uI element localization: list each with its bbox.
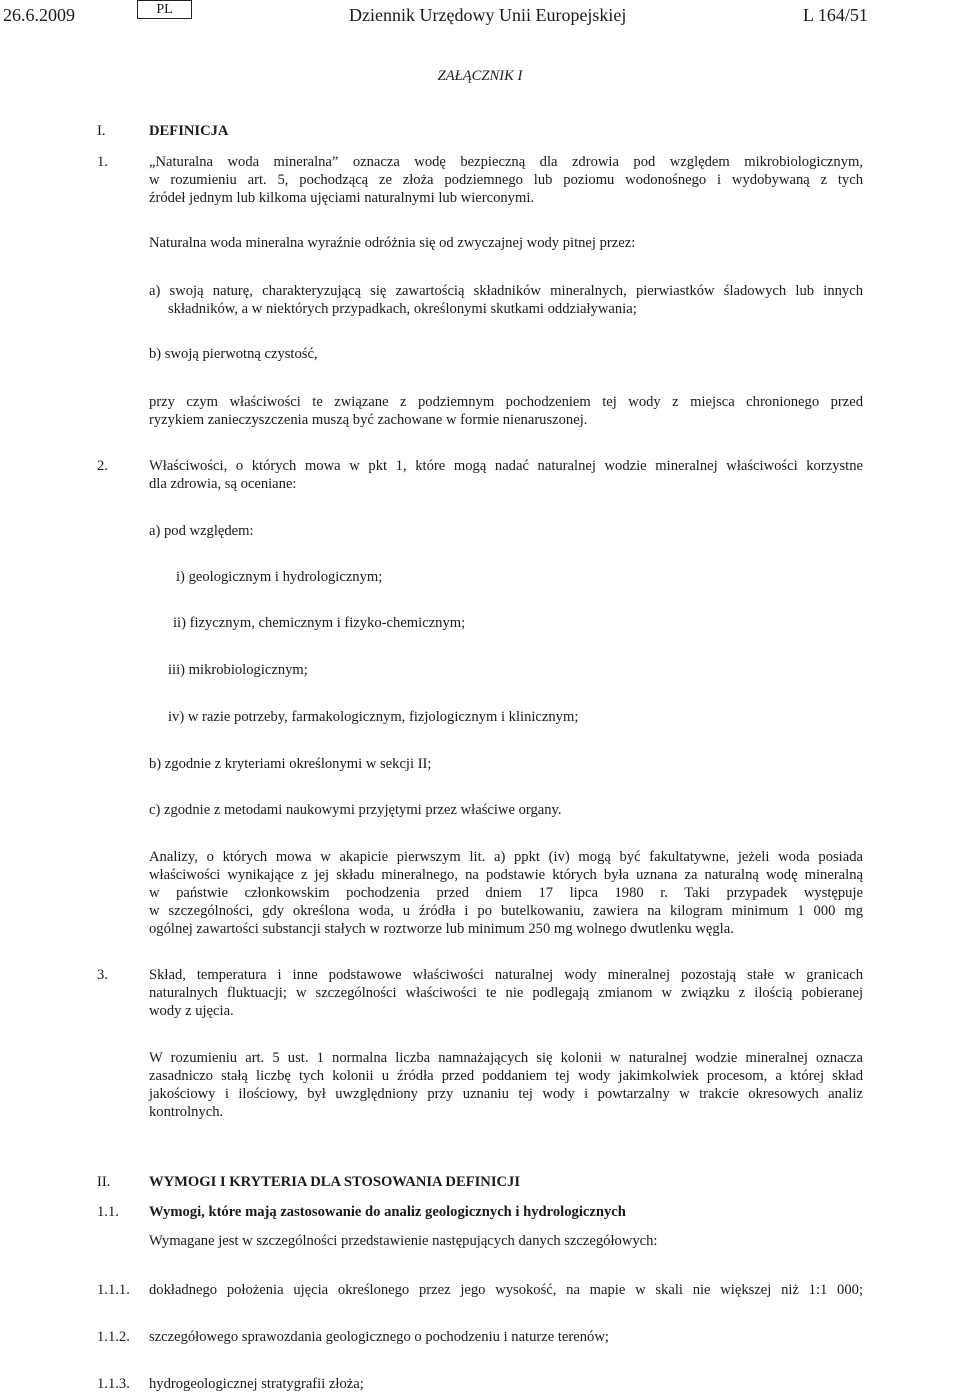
annex-title: ZAŁĄCZNIK I [437, 68, 523, 84]
section-number: I. [97, 123, 106, 139]
paragraph-line: ryzykiem zanieczyszczenia muszą być zachowane w formie nienaruszonej. [149, 412, 588, 428]
point-number: 2. [97, 458, 108, 474]
point-number: 3. [97, 967, 108, 983]
paragraph-line: dla zdrowia, są oceniane: [149, 476, 297, 492]
list-item-a: a) swoją naturę, charakteryzującą się zawartością składników mineralnych, pierwiastków śladowych lub innych [149, 283, 863, 299]
sublist-item-iv: iv) w razie potrzeby, farmakologicznym, fizjologicznym i klinicznym; [168, 709, 579, 725]
page-reference: L 164/51 [803, 5, 868, 25]
paragraph-line: zasadniczo stałą liczbę tych kolonii u źródła przed poddaniem tej wody jakimkolwiek procesom, a której skład [149, 1068, 863, 1084]
list-item-b: b) zgodnie z kryteriami określonymi w sekcji II; [149, 756, 432, 772]
paragraph-line: „Naturalna woda mineralna” oznacza wodę bezpieczną dla zdrowia pod względem mikrobiologicznym, [149, 154, 863, 170]
paragraph-line: W rozumieniu art. 5 ust. 1 normalna liczba namnażających się kolonii w naturalnej wodzie mineralnej oznacza [149, 1050, 863, 1066]
paragraph-line: wody z ujęcia. [149, 1003, 234, 1019]
paragraph-line: w państwie członkowskim pochodzenia przed dniem 17 lipca 1980 r. Taki przypadek występuje [149, 885, 863, 901]
list-item-b: b) swoją pierwotną czystość, [149, 346, 318, 362]
paragraph-line: Skład, temperatura i inne podstawowe właściwości naturalnej wody mineralnej pozostają stałe w granicach [149, 967, 863, 983]
item-number: 1.1.3. [97, 1376, 130, 1392]
subsection-number: 1.1. [97, 1204, 119, 1220]
point-number: 1. [97, 154, 108, 170]
paragraph-line: jakościowy i ilościowy, był uwzględniony przy uznaniu tej wody i powtarzalny w trakcie okresowych analiz [149, 1086, 863, 1102]
list-item-a: a) pod względem: [149, 523, 254, 539]
language-badge: PL [137, 0, 192, 19]
paragraph-line: właściwości wynikające z jej składu mineralnego, na podstawie których była uznana za naturalną wodę mineralną [149, 867, 863, 883]
journal-title: Dziennik Urzędowy Unii Europejskiej [349, 5, 627, 25]
publication-date: 26.6.2009 [3, 5, 75, 25]
sublist-item-iii: iii) mikrobiologicznym; [168, 662, 308, 678]
paragraph-line: przy czym właściwości te związane z podziemnym pochodzeniem tej wody z miejsca chronionego przed [149, 394, 863, 410]
paragraph-intro: Naturalna woda mineralna wyraźnie odróżnia się od zwyczajnej wody pitnej przez: [149, 235, 636, 251]
item-number: 1.1.1. [97, 1282, 130, 1298]
list-item-c: c) zgodnie z metodami naukowymi przyjętymi przez właściwe organy. [149, 802, 562, 818]
list-item-a-cont: składników, a w niektórych przypadkach, określonymi skutkami oddziaływania; [168, 301, 637, 317]
paragraph-line: Analizy, o których mowa w akapicie pierwszym lit. a) ppkt (iv) mogą być fakultatywne, jeżeli woda posiada [149, 849, 863, 865]
paragraph-line: ogólnej zawartości substancji stałych w roztworze lub minimum 250 mg wolnego dwutlenku węgla. [149, 921, 734, 937]
section-title: WYMOGI I KRYTERIA DLA STOSOWANIA DEFINICJI [149, 1174, 521, 1190]
paragraph-line: naturalnych fluktuacji; w szczególności właściwości te nie podlegają zmianom w związku z ilością pobieranej [149, 985, 863, 1001]
list-item: dokładnego położenia ujęcia określonego przez jego wysokość, na mapie w skali nie większej niż 1:1 000; [149, 1282, 863, 1298]
list-item: hydrogeologicznej stratygrafii złoża; [149, 1376, 364, 1392]
paragraph-line: w rozumieniu art. 5, pochodzącą ze złoża podziemnego lub poziomu wodonośnego i wydobywaną z tych [149, 172, 863, 188]
sublist-item-ii: ii) fizycznym, chemicznym i fizyko-chemicznym; [173, 615, 466, 631]
subsection-title: Wymogi, które mają zastosowanie do analiz geologicznych i hydrologicznych [149, 1204, 626, 1220]
paragraph-line: źródeł jednym lub kilkoma ujęciami naturalnymi lub wierconymi. [149, 190, 535, 206]
paragraph-line: w szczególności, gdy określona woda, u źródła i po butelkowaniu, zawiera na kilogram minimum 1 000 mg [149, 903, 863, 919]
paragraph-line: kontrolnych. [149, 1104, 224, 1120]
paragraph-line: Właściwości, o których mowa w pkt 1, które mogą nadać naturalnej wodzie mineralnej właściwości korzystne [149, 458, 863, 474]
section-title: DEFINICJA [149, 123, 229, 139]
list-item: szczegółowego sprawozdania geologicznego o pochodzeniu i naturze terenów; [149, 1329, 609, 1345]
sublist-item-i: i) geologicznym i hydrologicznym; [176, 569, 383, 585]
subsection-intro: Wymagane jest w szczególności przedstawienie następujących danych szczegółowych: [149, 1233, 658, 1249]
item-number: 1.1.2. [97, 1329, 130, 1345]
section-number: II. [97, 1174, 111, 1190]
